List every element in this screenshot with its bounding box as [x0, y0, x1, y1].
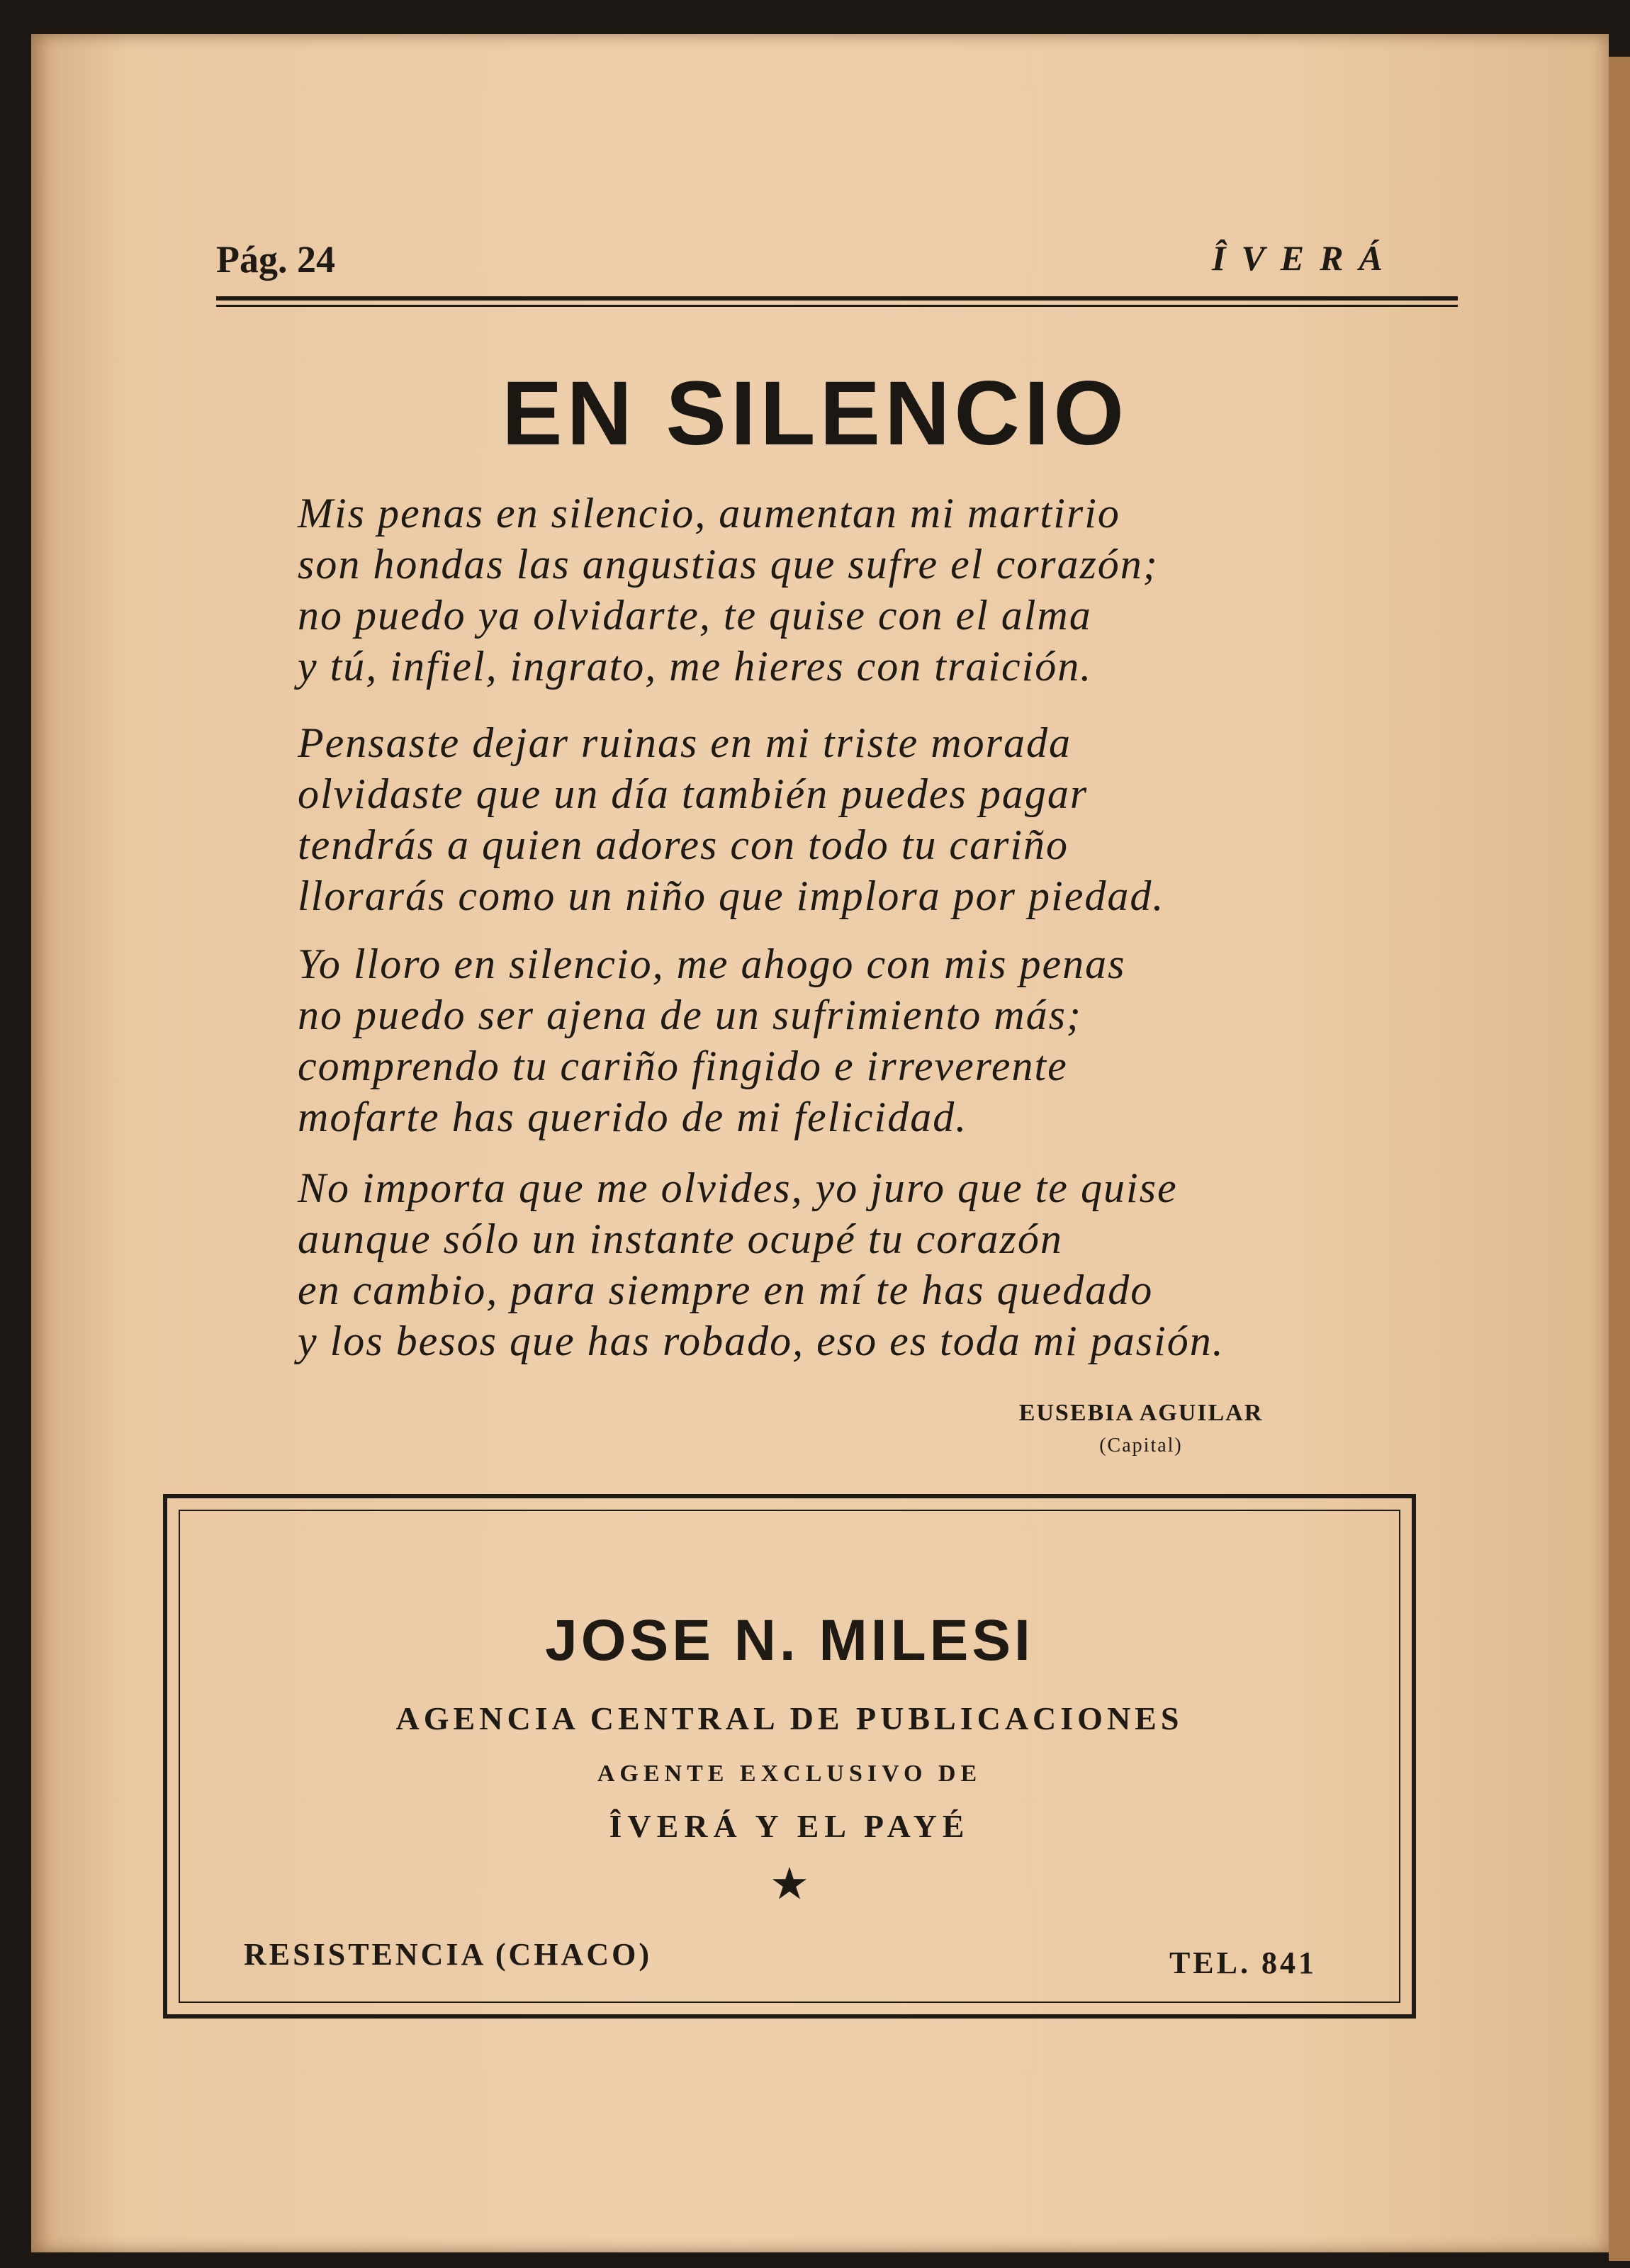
magazine-name: ÎVERÁ — [1212, 238, 1398, 278]
poem-title: EN SILENCIO — [502, 363, 1128, 464]
header-rule-bottom — [216, 305, 1458, 307]
poem-author: EUSEBIA AGUILAR — [1018, 1400, 1264, 1426]
verse-line: en cambio, para siempre en mí te has quedado — [298, 1267, 1154, 1313]
advertisement-box — [163, 1494, 1416, 2019]
verse-line: Mis penas en silencio, aumentan mi martirio — [298, 490, 1120, 537]
stanza-3 — [298, 938, 1375, 1143]
poem-author-place: (Capital) — [1099, 1435, 1183, 1456]
stanza-2 — [298, 717, 1375, 921]
verse-line: no puedo ser ajena de un sufrimiento más; — [298, 992, 1082, 1038]
advertiser-city: RESISTENCIA (CHACO) — [244, 1937, 652, 1972]
header-rule-top — [216, 296, 1458, 301]
advertiser-phone: TEL. 841 — [1169, 1946, 1317, 1980]
advertisement-inner-border — [179, 1510, 1400, 2003]
stanza-1 — [298, 488, 1375, 692]
verse-line: comprendo tu cariño fingido e irreverente — [298, 1043, 1068, 1089]
advertiser-agency: AGENCIA CENTRAL DE PUBLICACIONES — [395, 1700, 1184, 1736]
verse-line: llorarás como un niño que implora por piedad. — [298, 872, 1165, 919]
verse-line: no puedo ya olvidarte, te quise con el alma — [298, 592, 1092, 639]
advertiser-agent-line: AGENTE EXCLUSIVO DE — [597, 1761, 982, 1787]
stanza-4 — [298, 1162, 1375, 1366]
verse-line: Pensaste dejar ruinas en mi triste morada — [298, 719, 1072, 766]
verse-line: y los besos que has robado, eso es toda mi pasión. — [298, 1318, 1225, 1364]
verse-line: y tú, infiel, ingrato, me hieres con traición. — [298, 643, 1093, 690]
advertiser-publications: ÎVERÁ Y EL PAYÉ — [609, 1808, 970, 1844]
advertiser-name: JOSE N. MILESI — [545, 1608, 1034, 1673]
star-icon: ★ — [771, 1863, 808, 1907]
verse-line: No importa que me olvides, yo juro que te quise — [298, 1164, 1178, 1211]
verse-line: tendrás a quien adores con todo tu cariño — [298, 821, 1069, 868]
verse-line: mofarte has querido de mi felicidad. — [298, 1094, 968, 1140]
verse-line: son hondas las angustias que sufre el corazón; — [298, 541, 1159, 588]
verse-line: aunque sólo un instante ocupé tu corazón — [298, 1216, 1063, 1262]
page-number: Pág. 24 — [216, 238, 335, 281]
verse-line: olvidaste que un día también puedes pagar — [298, 770, 1089, 817]
verse-line: Yo lloro en silencio, me ahogo con mis penas — [298, 941, 1126, 987]
